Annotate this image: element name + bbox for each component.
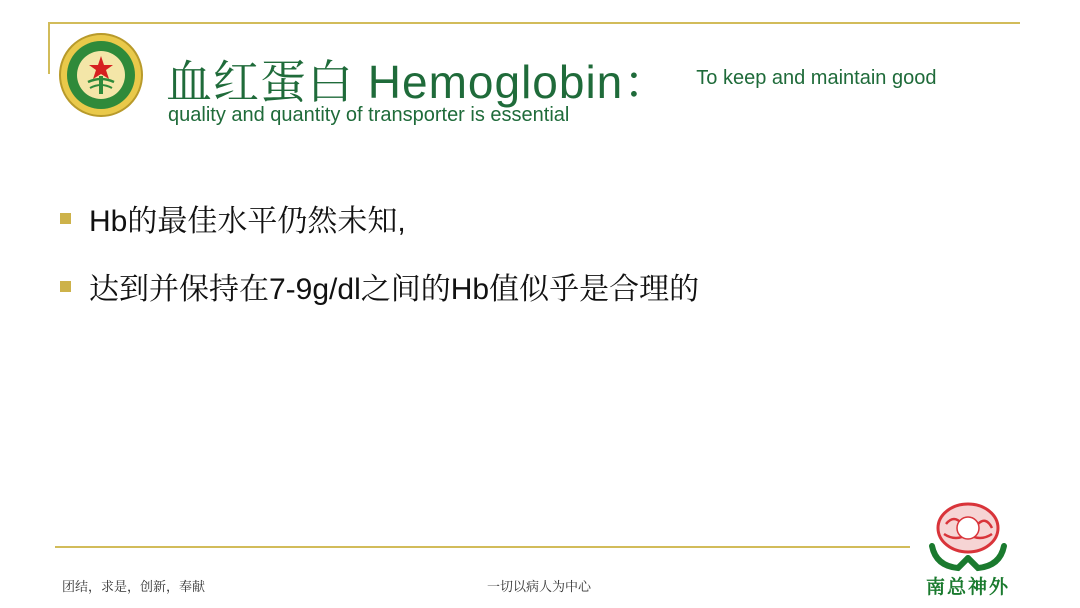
left-border-line — [48, 22, 50, 74]
bullet-square-icon — [60, 213, 71, 224]
hospital-emblem-icon — [58, 32, 144, 118]
bullet-text: 达到并保持在7-9g/dl之间的Hb值似乎是合理的 — [89, 273, 700, 306]
footer-divider — [55, 546, 910, 548]
slide-title — [166, 46, 936, 106]
bullet-text: Hb的最佳水平仍然未知, — [89, 205, 406, 238]
title-main: 血红蛋白 Hemoglobin： — [166, 56, 671, 108]
top-border-line — [48, 22, 1020, 24]
neurosurgery-logo-label: 南总神外 — [925, 577, 1010, 598]
bullet-square-icon — [60, 281, 71, 292]
footer-slogan: 一切以病人为中心 — [487, 580, 592, 595]
title-subtitle: To keep and maintain good — [696, 67, 937, 89]
title-subtitle-line2: quality and quantity of transporter is essential — [168, 104, 570, 126]
bullet-item — [60, 196, 406, 240]
footer-motto: 团结，求是，创新，奉献 — [62, 580, 206, 595]
bullet-item — [60, 264, 699, 308]
